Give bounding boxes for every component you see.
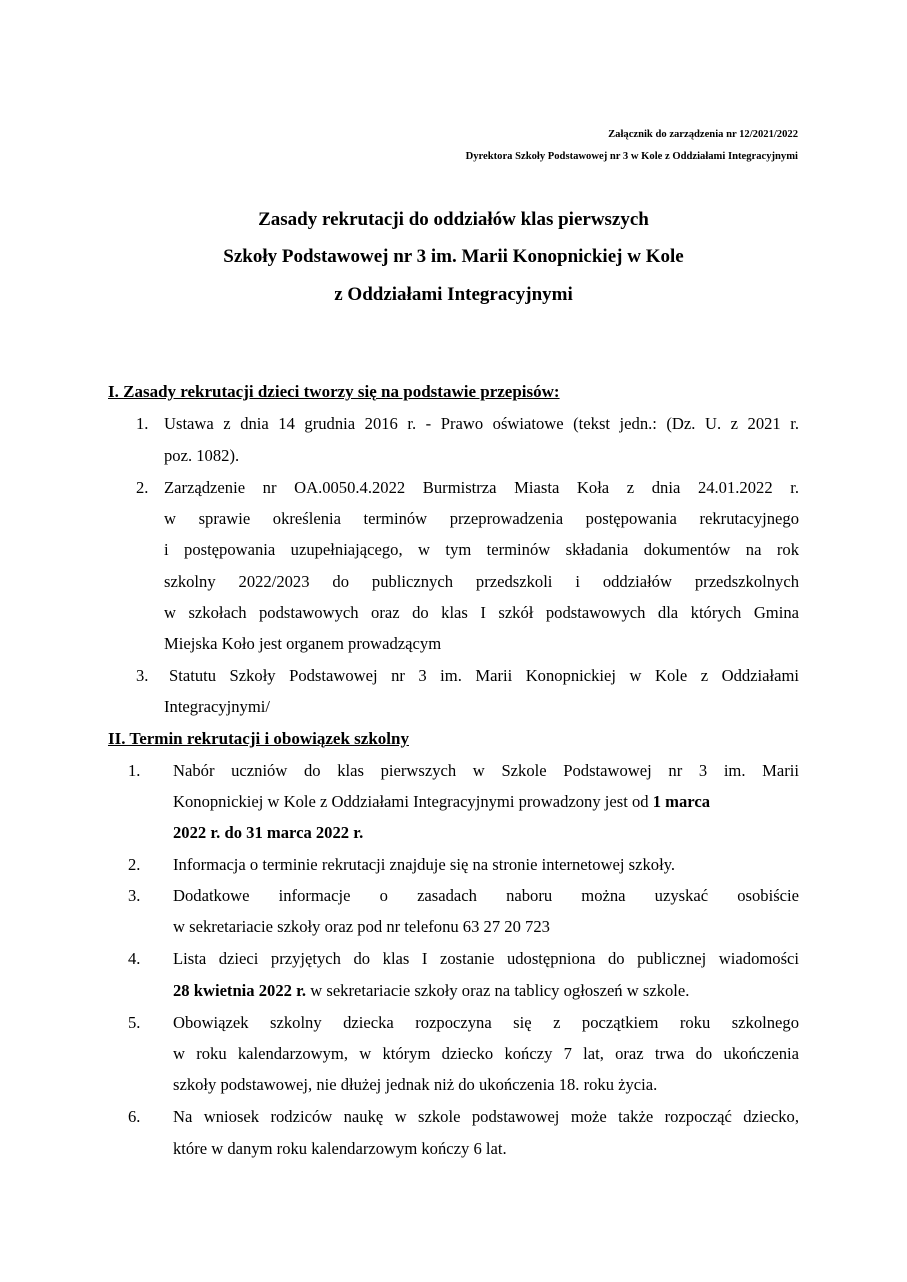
document-title-line-2: Szkoły Podstawowej nr 3 im. Marii Konopnickiej w Kole — [223, 246, 684, 267]
list-item-line: w szkołach podstawowych oraz do klas I szkół podstawowych dla których Gmina — [164, 603, 799, 622]
list-item-line: w sprawie określenia terminów przeprowadzenia postępowania rekrutacyjnego — [164, 509, 799, 528]
list-item-number: 3. — [128, 886, 141, 905]
list-item-number: 6. — [128, 1107, 141, 1126]
list-item-line: Obowiązek szkolny dziecka rozpoczyna się z początkiem roku szkolnego — [173, 1013, 799, 1032]
list-item-number: 2. — [136, 478, 149, 497]
list-item-line — [173, 981, 689, 1001]
list-item-number: 3. — [136, 666, 149, 685]
announcement-date-text: 28 kwietnia 2022 r. — [173, 981, 307, 1000]
list-item-text: Konopnickiej w Kole z Oddziałami Integracyjnymi prowadzony jest od — [173, 792, 653, 811]
list-item-number: 1. — [128, 761, 141, 780]
document-title-line-3: z Oddziałami Integracyjnymi — [334, 284, 573, 305]
list-item-line: w sekretariacie szkoły oraz pod nr telefonu 63 27 20 723 — [173, 917, 550, 936]
section-2-heading: II. Termin rekrutacji i obowiązek szkolny — [108, 729, 409, 748]
list-item-number: 2. — [128, 855, 141, 874]
list-item-line: Informacja o terminie rekrutacji znajduje się na stronie internetowej szkoły. — [173, 855, 676, 874]
list-item-text: w sekretariacie szkoły oraz na tablicy ogłoszeń w szkole. — [306, 981, 690, 1000]
list-item-line: i postępowania uzupełniającego, w tym terminów składania dokumentów na rok — [164, 540, 799, 559]
list-item-line: które w danym roku kalendarzowym kończy 6 lat. — [173, 1139, 507, 1158]
list-item-line: szkolny 2022/2023 do publicznych przedszkoli i oddziałów przedszkolnych — [164, 572, 799, 591]
recruitment-period-text: 2022 r. do 31 marca 2022 r. — [173, 823, 364, 842]
list-item-line: Dodatkowe informacje o zasadach naboru można uzyskać osobiście — [173, 886, 799, 905]
list-item-line: Miejska Koło jest organem prowadzącym — [164, 634, 442, 653]
list-item-line: Nabór uczniów do klas pierwszych w Szkole Podstawowej nr 3 im. Marii — [173, 761, 799, 780]
list-item-number: 4. — [128, 949, 141, 968]
list-item-line: Statutu Szkoły Podstawowej nr 3 im. Marii Konopnickiej w Kole z Oddziałami — [169, 666, 799, 685]
attachment-issuer: Dyrektora Szkoły Podstawowej nr 3 w Kole z Oddziałami Integracyjnymi — [465, 151, 798, 162]
list-item-line: Lista dzieci przyjętych do klas I zostanie udostępniona do publicznej wiadomości — [173, 949, 799, 968]
list-item-line — [173, 792, 710, 812]
list-item-line: poz. 1082). — [164, 446, 240, 465]
list-item-line: szkoły podstawowej, nie dłużej jednak niż do ukończenia 18. roku życia. — [173, 1075, 658, 1094]
attachment-reference: Załącznik do zarządzenia nr 12/2021/2022 — [608, 129, 798, 140]
list-item-line: Integracyjnymi/ — [164, 697, 270, 716]
list-item-line: Ustawa z dnia 14 grudnia 2016 r. - Prawo oświatowe (tekst jedn.: (Dz. U. z 2021 r. — [164, 414, 799, 433]
list-item-line: w roku kalendarzowym, w którym dziecko kończy 7 lat, oraz trwa do ukończenia — [173, 1044, 799, 1063]
list-item-line: Na wniosek rodziców naukę w szkole podstawowej może także rozpocząć dziecko, — [173, 1107, 799, 1126]
list-item-line: Zarządzenie nr OA.0050.4.2022 Burmistrza Miasta Koła z dnia 24.01.2022 r. — [164, 478, 799, 497]
list-item-number: 5. — [128, 1013, 141, 1032]
section-1-heading: I. Zasady rekrutacji dzieci tworzy się na podstawie przepisów: — [108, 382, 560, 401]
document-title-line-1: Zasady rekrutacji do oddziałów klas pierwszych — [258, 209, 649, 230]
start-date-text: 1 marca — [652, 792, 711, 811]
list-item-number: 1. — [136, 414, 149, 433]
